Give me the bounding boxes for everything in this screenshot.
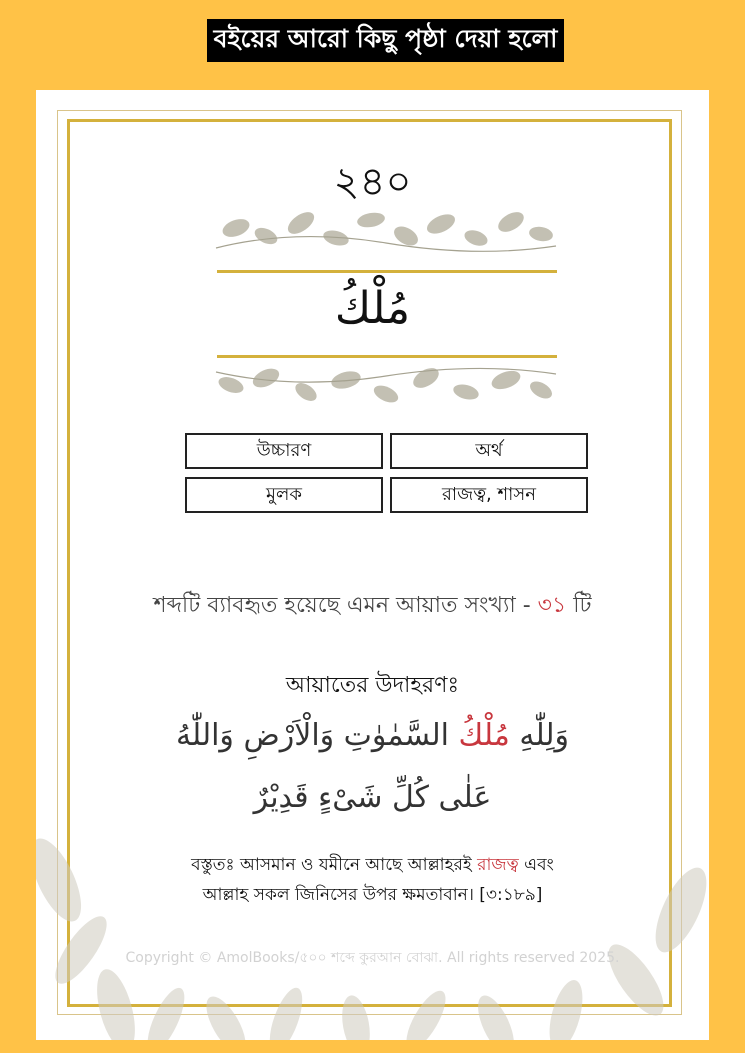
usage-count: ৩১ bbox=[537, 593, 567, 618]
usage-count-line bbox=[36, 588, 709, 625]
leaf-ornament-bottom-icon bbox=[206, 360, 566, 422]
ayah-part-before: وَلِلّٰهِ bbox=[519, 718, 570, 753]
header-pronunciation: উচ্চারণ bbox=[185, 433, 383, 469]
pronunciation-value: মুলক bbox=[185, 477, 383, 513]
book-page bbox=[36, 90, 709, 1040]
translation-part-before: বস্তুতঃ আসমান ও যমীনে আছে আল্লাহরই bbox=[191, 855, 472, 875]
translation-line-2: আল্লাহ সকল জিনিসের উপর ক্ষমতাবান। [৩:১৮৯] bbox=[202, 885, 543, 905]
leaf-ornament-top-icon bbox=[206, 198, 566, 260]
ayah-line-2: عَلٰى كُلِّ شَىْءٍ قَدِيْرٌ bbox=[253, 780, 492, 815]
usage-label: শব্দটি ব্যাবহৃত হয়েছে এমন আয়াত সংখ্যা - bbox=[153, 593, 531, 618]
decorative-leaves-icon bbox=[36, 820, 709, 1040]
copyright-notice: Copyright © AmolBooks/৫০০ শব্দে কুরআন বোঝা. All rights reserved 2025. bbox=[125, 950, 620, 966]
top-banner: বইয়ের আরো কিছু পৃষ্ঠা দেয়া হলো bbox=[207, 19, 564, 62]
meaning-value: রাজত্ব, শাসন bbox=[390, 477, 588, 513]
gold-divider-top bbox=[217, 270, 557, 273]
usage-suffix: টি bbox=[573, 593, 592, 618]
ayah-highlight-word: مُلْكُ bbox=[458, 718, 510, 753]
example-label: আয়াতের উদাহরণঃ bbox=[285, 673, 460, 698]
arabic-word: مُلْكُ bbox=[334, 283, 411, 334]
page-number: ২৪০ bbox=[333, 159, 412, 205]
translation-part-after: এবং bbox=[524, 855, 554, 875]
translation-highlight-word: রাজত্ব bbox=[477, 855, 519, 875]
ayah-part-after: السَّمٰوٰتِ وَالْاَرْضِ وَاللّٰهُ bbox=[175, 718, 449, 753]
gold-divider-bottom bbox=[217, 355, 557, 358]
header-meaning: অর্থ bbox=[390, 433, 588, 469]
ayah-line-1 bbox=[36, 718, 709, 753]
